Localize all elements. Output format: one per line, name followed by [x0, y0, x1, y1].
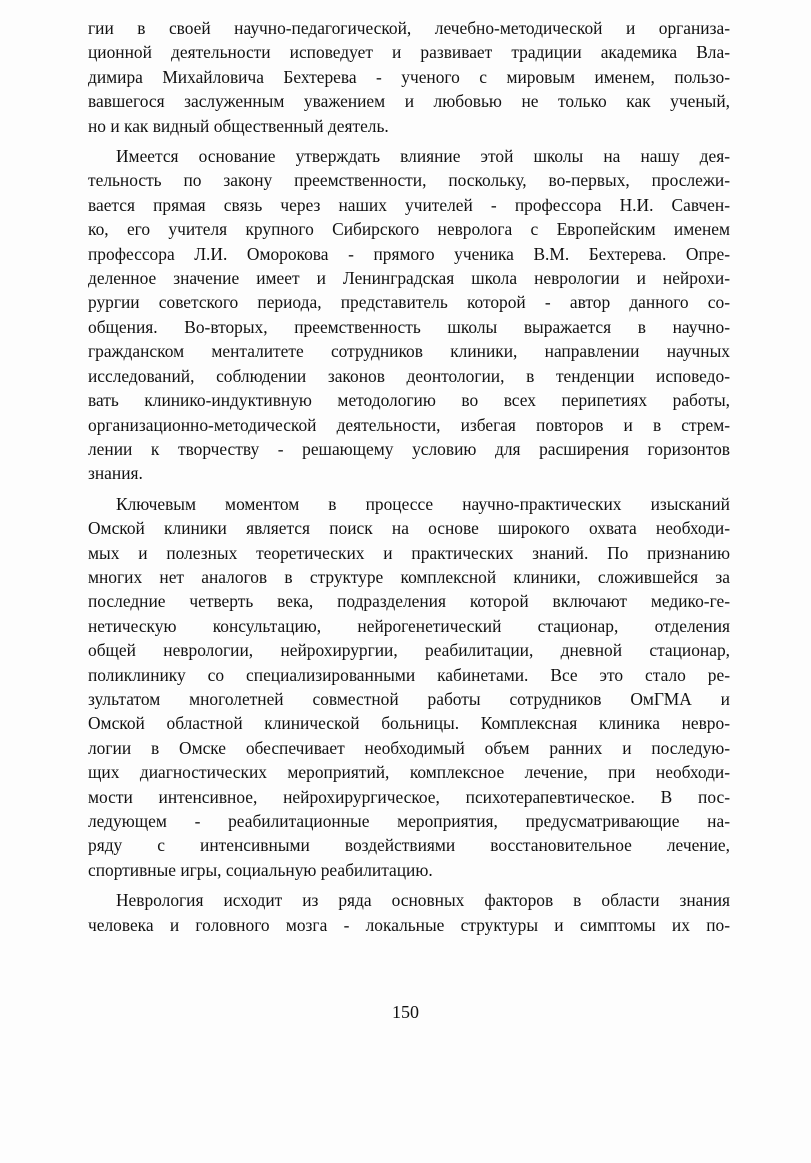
text-line: ряду с интенсивными воздействиями восстановительное лечение, [88, 835, 730, 856]
text-line: ко, его учителя крупного Сибирского невролога с Европейским именем [88, 219, 730, 240]
text-line: но и как видный общественный деятель. [88, 115, 389, 136]
text-line: организационно-методической деятельности, избегая повторов и в стрем- [88, 414, 730, 435]
text-line: Неврология исходит из ряда основных факторов в области знания [116, 890, 730, 911]
text-line: исследований, соблюдении законов деонтологии, в тенденции исповедо- [88, 365, 730, 386]
page-number: 150 [392, 1002, 419, 1022]
text-line: мых и полезных теоретических и практических знаний. По признанию [88, 542, 730, 563]
text-line: Омской областной клинической больницы. Комплексная клиника невро- [88, 713, 730, 734]
text-line: многих нет аналогов в структуре комплексной клиники, сложившейся за [88, 566, 730, 587]
text-line: щих диагностических мероприятий, комплексное лечение, при необходи- [88, 762, 730, 783]
text-line: поликлинику со специализированными кабинетами. Все это стало ре- [88, 664, 730, 685]
text-line: логии в Омске обеспечивает необходимый объем ранних и последую- [88, 737, 730, 758]
text-line: знания. [88, 463, 143, 484]
text-line: тельность по закону преемственности, поскольку, во-первых, прослежи- [88, 170, 730, 191]
paragraph [88, 144, 730, 486]
text-line: ционной деятельности исповедует и развивает традиции академика Вла- [88, 42, 730, 63]
text-line: общей неврологии, нейрохирургии, реабилитации, дневной стационар, [88, 640, 730, 661]
text-line: зультатом многолетней совместной работы сотрудников ОмГМА и [88, 688, 730, 709]
text-line: Омской клиники является поиск на основе широкого охвата необходи- [88, 518, 730, 539]
text-line: рургии советского периода, представитель которой - автор данного со- [88, 292, 730, 313]
text-line: нетическую консультацию, нейрогенетический стационар, отделения [88, 615, 730, 636]
text-line: общения. Во-вторых, преемственность школы выражается в научно- [88, 316, 730, 337]
paragraph [88, 492, 730, 883]
text-line: димира Михайловича Бехтерева - ученого с мировым именем, пользо- [88, 66, 730, 87]
text-line: вать клинико-индуктивную методологию во всех перипетиях работы, [88, 390, 730, 411]
text-line: человека и головного мозга - локальные структуры и симптомы их по- [88, 914, 730, 935]
text-line: гии в своей научно-педагогической, лечебно-методической и организа- [88, 18, 730, 38]
paragraph [88, 16, 730, 138]
text-line: деленное значение имеет и Ленинградская школа неврологии и нейрохи- [88, 268, 730, 289]
text-line: гражданском менталитете сотрудников клиники, направлении научных [88, 341, 730, 362]
text-line: Ключевым моментом в процессе научно-практических изысканий [116, 493, 730, 514]
text-line: ледующем - реабилитационные мероприятия, предусматривающие на- [88, 811, 730, 831]
text-line: вавшегося заслуженным уважением и любовью не только как ученый, [88, 91, 730, 112]
text-line: мости интенсивное, нейрохирургическое, психотерапевтическое. В пос- [88, 786, 730, 807]
text-line: профессора Л.И. Оморокова - прямого ученика В.М. Бехтерева. Опре- [88, 243, 730, 264]
text-line: последние четверть века, подразделения которой включают медико-ге- [88, 591, 730, 612]
text-line: вается прямая связь через наших учителей - профессора Н.И. Савчен- [88, 194, 730, 215]
text-line: спортивные игры, социальную реабилитацию. [88, 859, 433, 880]
text-line: лении к творчеству - решающему условию для расширения горизонтов [88, 438, 730, 459]
body-text [88, 16, 730, 943]
text-line: Имеется основание утверждать влияние этой школы на нашу дея- [116, 146, 730, 167]
paragraph [88, 888, 730, 937]
